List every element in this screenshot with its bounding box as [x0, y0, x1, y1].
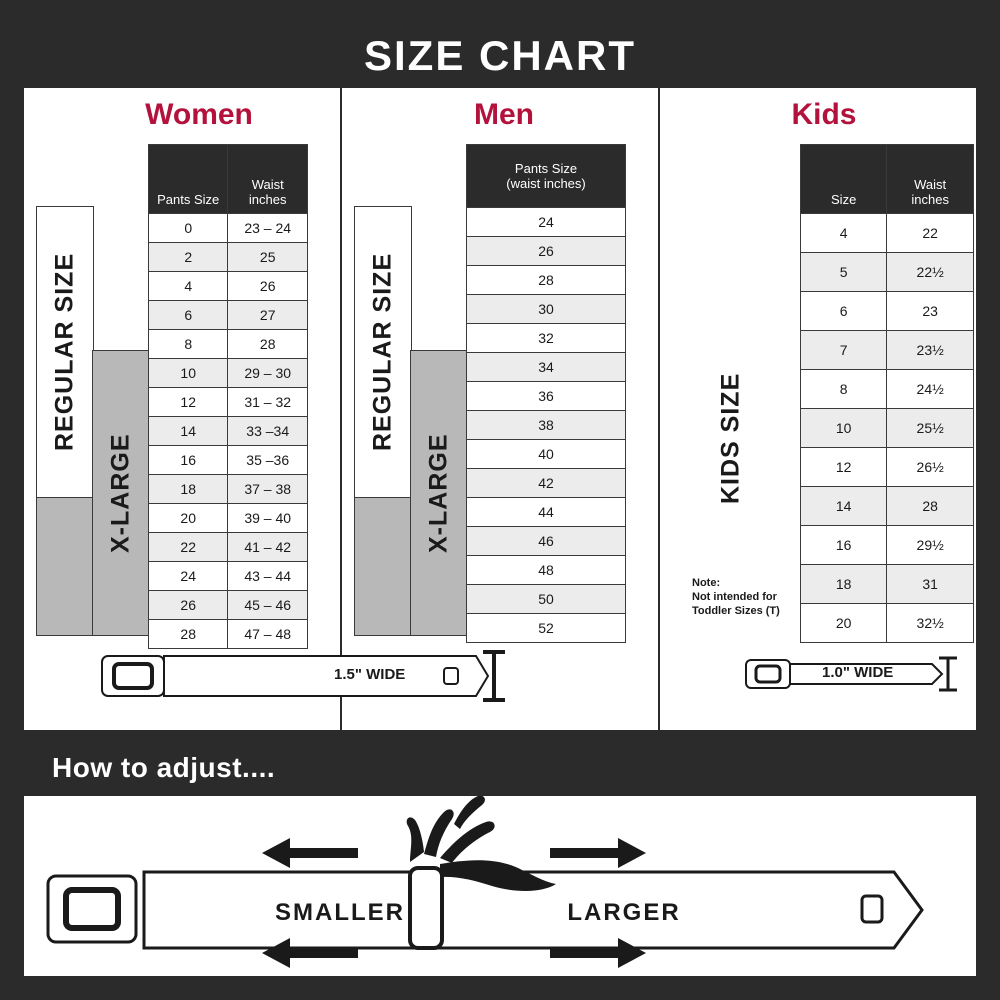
- table-row: [149, 504, 308, 533]
- table-row: [467, 295, 626, 324]
- cell-size: 28: [149, 620, 228, 649]
- table-row: [149, 446, 308, 475]
- cell-size: 28: [467, 266, 626, 295]
- men-col-pants-size: Pants Size (waist inches): [467, 145, 626, 208]
- cell-size: 7: [801, 331, 887, 370]
- women-xlarge-label: X-LARGE: [92, 350, 150, 636]
- cell-size: 8: [149, 330, 228, 359]
- table-row: [801, 565, 974, 604]
- cell-size: 8: [801, 370, 887, 409]
- cell-size: 32: [467, 324, 626, 353]
- cell-size: 12: [149, 388, 228, 417]
- kids-size-label: KIDS SIZE: [696, 288, 766, 588]
- kids-col-waist: Waist inches: [887, 145, 974, 214]
- table-row: [467, 382, 626, 411]
- table-row: [149, 475, 308, 504]
- table-row: [467, 324, 626, 353]
- cell-size: 10: [149, 359, 228, 388]
- cell-waist: 25: [228, 243, 308, 272]
- table-row: [467, 527, 626, 556]
- cell-size: 4: [149, 272, 228, 301]
- table-row: [149, 388, 308, 417]
- cell-size: 20: [149, 504, 228, 533]
- table-row: [801, 448, 974, 487]
- cell-size: 44: [467, 498, 626, 527]
- cell-waist: 26: [228, 272, 308, 301]
- women-belt-graphic: [84, 644, 514, 704]
- table-row: [801, 214, 974, 253]
- cell-size: 18: [801, 565, 887, 604]
- cell-size: 46: [467, 527, 626, 556]
- cell-size: 14: [149, 417, 228, 446]
- cell-size: 18: [149, 475, 228, 504]
- howto-header-bar: [24, 740, 976, 796]
- cell-waist: 37 – 38: [228, 475, 308, 504]
- men-table-header-row: [467, 145, 626, 208]
- table-row: [467, 469, 626, 498]
- cell-waist: 39 – 40: [228, 504, 308, 533]
- kids-belt-graphic: [736, 648, 966, 700]
- women-table-body: [149, 214, 308, 649]
- men-size-table: [466, 144, 626, 643]
- cell-waist: 47 – 48: [228, 620, 308, 649]
- cell-size: 0: [149, 214, 228, 243]
- table-row: [467, 585, 626, 614]
- kids-note: Note: Not intended for Toddler Sizes (T): [692, 577, 780, 617]
- cell-size: 16: [801, 526, 887, 565]
- women-col-pants-size: Pants Size: [149, 145, 228, 214]
- cell-waist: 26½: [887, 448, 974, 487]
- men-heading: Men: [474, 98, 534, 131]
- cell-size: 4: [801, 214, 887, 253]
- table-row: [467, 353, 626, 382]
- cell-waist: 29 – 30: [228, 359, 308, 388]
- table-row: [467, 411, 626, 440]
- table-row: [149, 214, 308, 243]
- table-row: [467, 208, 626, 237]
- cell-size: 16: [149, 446, 228, 475]
- cell-size: 36: [467, 382, 626, 411]
- page-title-bar: [24, 24, 976, 88]
- divider-men-kids: [658, 88, 660, 730]
- women-heading: Women: [145, 98, 253, 131]
- cell-waist: 31: [887, 565, 974, 604]
- cell-waist: 27: [228, 301, 308, 330]
- table-row: [801, 487, 974, 526]
- cell-waist: 22½: [887, 253, 974, 292]
- cell-waist: 35 –36: [228, 446, 308, 475]
- table-row: [801, 370, 974, 409]
- table-row: [467, 440, 626, 469]
- cell-size: 50: [467, 585, 626, 614]
- cell-size: 6: [801, 292, 887, 331]
- cell-size: 40: [467, 440, 626, 469]
- women-table-header-row: [149, 145, 308, 214]
- cell-size: 48: [467, 556, 626, 585]
- women-col-waist: Waist inches: [228, 145, 308, 214]
- men-table-body: [467, 208, 626, 643]
- table-row: [149, 301, 308, 330]
- howto-heading: How to adjust....: [52, 752, 276, 783]
- size-tables-panel: [24, 88, 976, 730]
- cell-waist: 33 –34: [228, 417, 308, 446]
- cell-waist: 28: [228, 330, 308, 359]
- table-row: [149, 562, 308, 591]
- cell-size: 20: [801, 604, 887, 643]
- cell-waist: 24½: [887, 370, 974, 409]
- cell-size: 6: [149, 301, 228, 330]
- cell-waist: 43 – 44: [228, 562, 308, 591]
- howto-panel: [24, 796, 976, 976]
- men-xlarge-label: X-LARGE: [410, 350, 468, 636]
- table-row: [801, 409, 974, 448]
- cell-size: 22: [149, 533, 228, 562]
- cell-size: 10: [801, 409, 887, 448]
- cell-waist: 23 – 24: [228, 214, 308, 243]
- cell-waist: 31 – 32: [228, 388, 308, 417]
- cell-size: 14: [801, 487, 887, 526]
- cell-waist: 22: [887, 214, 974, 253]
- table-row: [801, 292, 974, 331]
- cell-waist: 32½: [887, 604, 974, 643]
- belt-adjust-diagram: [24, 796, 976, 976]
- cell-size: 5: [801, 253, 887, 292]
- kids-table-body: [801, 214, 974, 643]
- women-size-table: [148, 144, 308, 649]
- women-belt-width-label: 1.5" WIDE: [334, 666, 406, 683]
- table-row: [467, 498, 626, 527]
- cell-size: 34: [467, 353, 626, 382]
- divider-women-men: [340, 88, 342, 730]
- table-row: [467, 556, 626, 585]
- cell-size: 24: [467, 208, 626, 237]
- table-row: [149, 417, 308, 446]
- table-row: [801, 526, 974, 565]
- cell-waist: 25½: [887, 409, 974, 448]
- adjust-smaller-label: SMALLER: [275, 899, 405, 926]
- men-regular-size-label: REGULAR SIZE: [354, 206, 412, 498]
- kids-belt-width-label: 1.0" WIDE: [822, 664, 894, 681]
- cell-waist: 41 – 42: [228, 533, 308, 562]
- table-row: [149, 272, 308, 301]
- table-row: [467, 614, 626, 643]
- kids-heading: Kids: [791, 98, 857, 131]
- cell-waist: 29½: [887, 526, 974, 565]
- table-row: [801, 331, 974, 370]
- kids-size-table: [800, 144, 974, 643]
- table-row: [467, 266, 626, 295]
- cell-size: 38: [467, 411, 626, 440]
- cell-waist: 23: [887, 292, 974, 331]
- cell-size: 24: [149, 562, 228, 591]
- cell-size: 26: [149, 591, 228, 620]
- table-row: [801, 604, 974, 643]
- table-row: [149, 533, 308, 562]
- cell-size: 42: [467, 469, 626, 498]
- cell-size: 52: [467, 614, 626, 643]
- cell-size: 12: [801, 448, 887, 487]
- cell-size: 26: [467, 237, 626, 266]
- adjust-larger-label: LARGER: [567, 899, 681, 926]
- cell-waist: 45 – 46: [228, 591, 308, 620]
- kids-table-header-row: [801, 145, 974, 214]
- table-row: [149, 359, 308, 388]
- table-row: [149, 330, 308, 359]
- table-row: [467, 237, 626, 266]
- cell-waist: 28: [887, 487, 974, 526]
- page-title: SIZE CHART: [364, 32, 636, 79]
- women-regular-size-label: REGULAR SIZE: [36, 206, 94, 498]
- kids-col-size: Size: [801, 145, 887, 214]
- cell-size: 30: [467, 295, 626, 324]
- table-row: [149, 243, 308, 272]
- table-row: [149, 591, 308, 620]
- cell-waist: 23½: [887, 331, 974, 370]
- table-row: [801, 253, 974, 292]
- cell-size: 2: [149, 243, 228, 272]
